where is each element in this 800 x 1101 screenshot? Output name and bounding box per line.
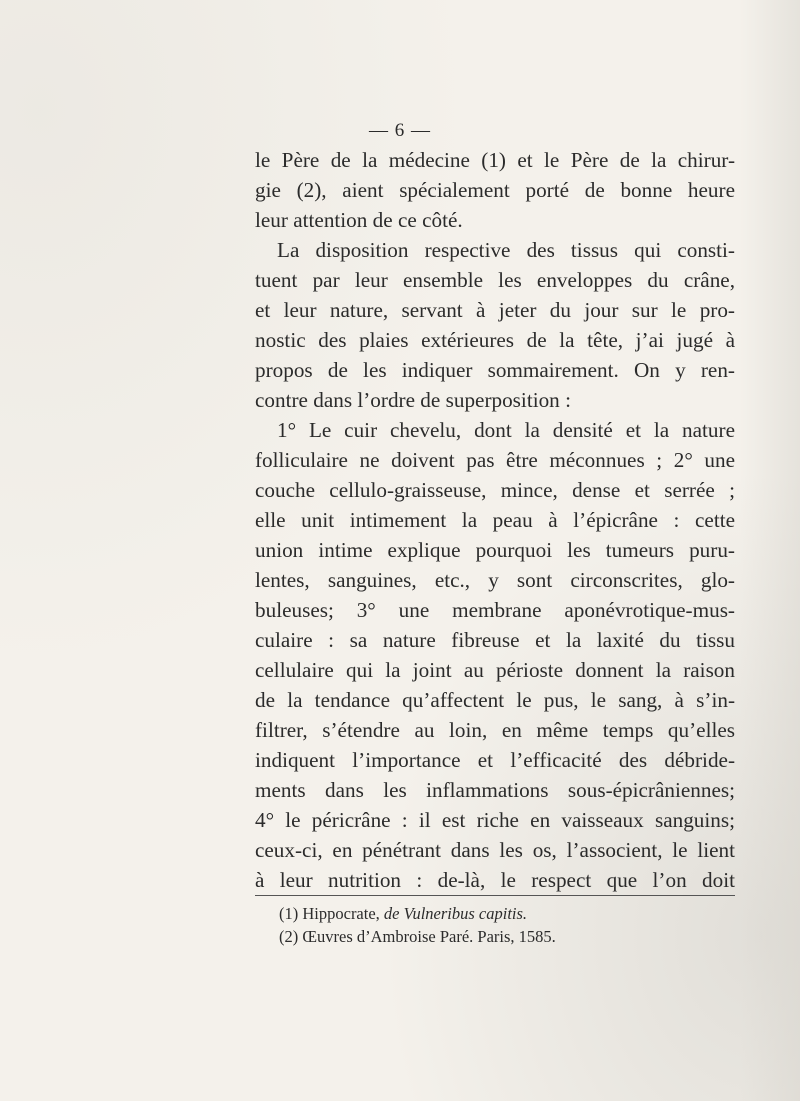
footnote-1-text: (1) Hippocrate,	[279, 904, 380, 923]
text-line: lentes, sanguines, etc., y sont circonscrites, glo-	[255, 568, 735, 592]
footnote-divider	[255, 895, 735, 896]
text-line: ceux-ci, en pénétrant dans les os, l’associent, le lient	[255, 838, 735, 862]
footnote-1	[279, 903, 739, 925]
text-line: indiquent l’importance et l’efficacité des débride-	[255, 748, 735, 772]
text-line: contre dans l’ordre de superposition :	[255, 388, 571, 412]
text-line: filtrer, s’étendre au loin, en même temps qu’elles	[255, 718, 735, 742]
text-line: de la tendance qu’affectent le pus, le sang, à s’in-	[255, 688, 735, 712]
text-line: et leur nature, servant à jeter du jour sur le pro-	[255, 298, 735, 322]
text-line: leur attention de ce côté.	[255, 208, 463, 232]
text-line: La disposition respective des tissus qui consti-	[277, 238, 735, 262]
text-line: buleuses; 3° une membrane aponévrotique-mus-	[255, 598, 735, 622]
text-line: culaire : sa nature fibreuse et la laxité du tissu	[255, 628, 735, 652]
text-line: folliculaire ne doivent pas être méconnues ; 2° une	[255, 448, 735, 472]
text-line: à leur nutrition : de-là, le respect que l’on doit	[255, 868, 735, 892]
footnote-1-title: de Vulneribus capitis.	[383, 904, 528, 923]
text-line: union intime explique pourquoi les tumeurs puru-	[255, 538, 735, 562]
footnote-2-text: (2) Œuvres d’Ambroise Paré. Paris, 1585.	[279, 927, 556, 946]
text-line: tuent par leur ensemble les enveloppes du crâne,	[255, 268, 735, 292]
text-line: 4° le péricrâne : il est riche en vaisseaux sanguins;	[255, 808, 735, 832]
text-line: ments dans les inflammations sous-épicrâniennes;	[255, 778, 735, 802]
text-line: cellulaire qui la joint au périoste donnent la raison	[255, 658, 735, 682]
text-line: elle unit intimement la peau à l’épicrâne : cette	[255, 508, 735, 532]
footnote-2	[279, 926, 739, 948]
text-line: propos de les indiquer sommairement. On y ren-	[255, 358, 735, 382]
text-line: gie (2), aient spécialement porté de bonne heure	[255, 178, 735, 202]
text-line: nostic des plaies extérieures de la tête, j’ai jugé à	[255, 328, 735, 352]
page-number: — 6 —	[369, 120, 431, 141]
text-line: couche cellulo-graisseuse, mince, dense et serrée ;	[255, 478, 735, 502]
page-edge-shadow	[740, 0, 800, 1101]
text-line: 1° Le cuir chevelu, dont la densité et la nature	[277, 418, 735, 442]
text-line: le Père de la médecine (1) et le Père de la chirur-	[255, 148, 735, 172]
